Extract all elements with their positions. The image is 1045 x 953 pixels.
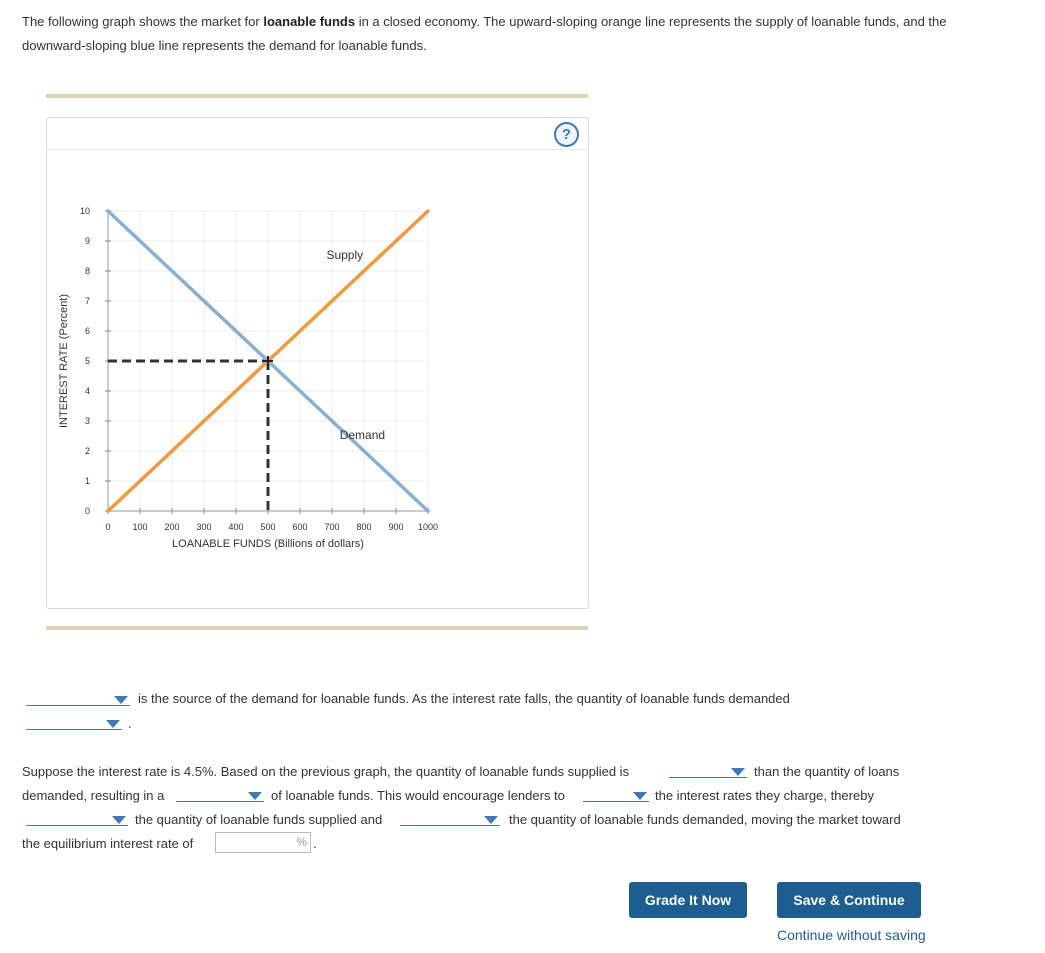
y-tick-label: 3 xyxy=(84,416,90,426)
q2-text-b: than the quantity of loans xyxy=(754,764,900,779)
y-tick-label: 1 xyxy=(84,476,90,486)
demand-curve-label: Demand xyxy=(339,428,386,442)
y-tick-label: 0 xyxy=(84,506,90,516)
q2-text-a: Suppose the interest rate is 4.5%. Based on the previous graph, the quantity of loanable funds supplied is xyxy=(22,764,630,779)
chevron-down-icon xyxy=(484,816,498,824)
q2-text-g: the quantity of loanable funds demanded, moving the market toward xyxy=(509,812,901,827)
x-tick-label: 0 xyxy=(105,522,111,532)
shortage-surplus-dropdown[interactable] xyxy=(176,787,264,802)
x-tick-label: 800 xyxy=(356,522,372,532)
chevron-down-icon xyxy=(633,792,647,800)
chevron-down-icon xyxy=(106,720,120,728)
y-tick-label: 4 xyxy=(84,386,90,396)
chevron-down-icon xyxy=(114,696,128,704)
q2-text-c: demanded, resulting in a xyxy=(22,788,165,803)
q2-text-h: the equilibrium interest rate of xyxy=(22,836,194,851)
y-tick-label: 5 xyxy=(84,356,90,366)
graph-panel xyxy=(46,117,589,609)
y-tick-label: 2 xyxy=(84,446,90,456)
intro-bold: loanable funds xyxy=(263,14,356,29)
q1-period: . xyxy=(128,716,132,731)
y-tick-label: 9 xyxy=(84,236,90,246)
chevron-down-icon xyxy=(112,816,126,824)
chevron-down-icon xyxy=(248,792,262,800)
x-tick-label: 200 xyxy=(164,522,180,532)
quantity-demanded-change-dropdown[interactable] xyxy=(26,715,122,730)
x-tick-label: 300 xyxy=(196,522,212,532)
top-divider xyxy=(46,94,588,98)
lender-action-dropdown[interactable] xyxy=(583,787,649,802)
percent-unit: % xyxy=(296,835,307,849)
q2-text-e: the interest rates they charge, thereby xyxy=(655,788,874,803)
continue-without-saving-link[interactable]: Continue without saving xyxy=(777,927,926,943)
save-continue-button[interactable]: Save & Continue xyxy=(777,882,921,918)
grade-it-now-button[interactable]: Grade It Now xyxy=(629,882,747,918)
equilibrium-rate-input[interactable] xyxy=(215,832,311,853)
quantity-demanded-dropdown[interactable] xyxy=(400,811,500,826)
q1-text: is the source of the demand for loanable funds. As the interest rate falls, the quantity of loanable funds demanded xyxy=(138,691,790,706)
quantity-supplied-change-dropdown[interactable] xyxy=(26,811,128,826)
q2-text-d: of loanable funds. This would encourage lenders to xyxy=(271,788,565,803)
x-axis-label: LOANABLE FUNDS (Billions of dollars) xyxy=(172,538,364,550)
demand-source-dropdown[interactable] xyxy=(26,691,130,706)
q2-period: . xyxy=(313,836,317,851)
loanable-funds-chart[interactable] xyxy=(47,118,588,608)
x-tick-label: 500 xyxy=(260,522,276,532)
help-icon[interactable]: ? xyxy=(554,122,579,147)
supply-curve-label: Supply xyxy=(326,248,364,262)
y-tick-label: 10 xyxy=(79,206,90,216)
y-tick-label: 8 xyxy=(84,266,90,276)
x-tick-label: 100 xyxy=(132,522,148,532)
q2-text-f: the quantity of loanable funds supplied and xyxy=(135,812,383,827)
x-tick-label: 600 xyxy=(292,522,308,532)
bottom-divider xyxy=(46,626,588,630)
x-tick-label: 1000 xyxy=(417,522,439,532)
y-axis-label: INTEREST RATE (Percent) xyxy=(58,293,70,429)
x-tick-label: 400 xyxy=(228,522,244,532)
y-tick-label: 6 xyxy=(84,326,90,336)
supply-comparison-dropdown[interactable] xyxy=(669,763,747,778)
chevron-down-icon xyxy=(731,768,745,776)
y-tick-label: 7 xyxy=(84,296,90,306)
x-tick-label: 900 xyxy=(388,522,404,532)
x-tick-label: 700 xyxy=(324,522,340,532)
intro-text: The following graph shows the market for loanable funds in a closed economy. The upward-sloping orange line represents the supply of loanable funds, and the downward-sloping blue line represents the demand for loanable funds. xyxy=(22,14,947,53)
